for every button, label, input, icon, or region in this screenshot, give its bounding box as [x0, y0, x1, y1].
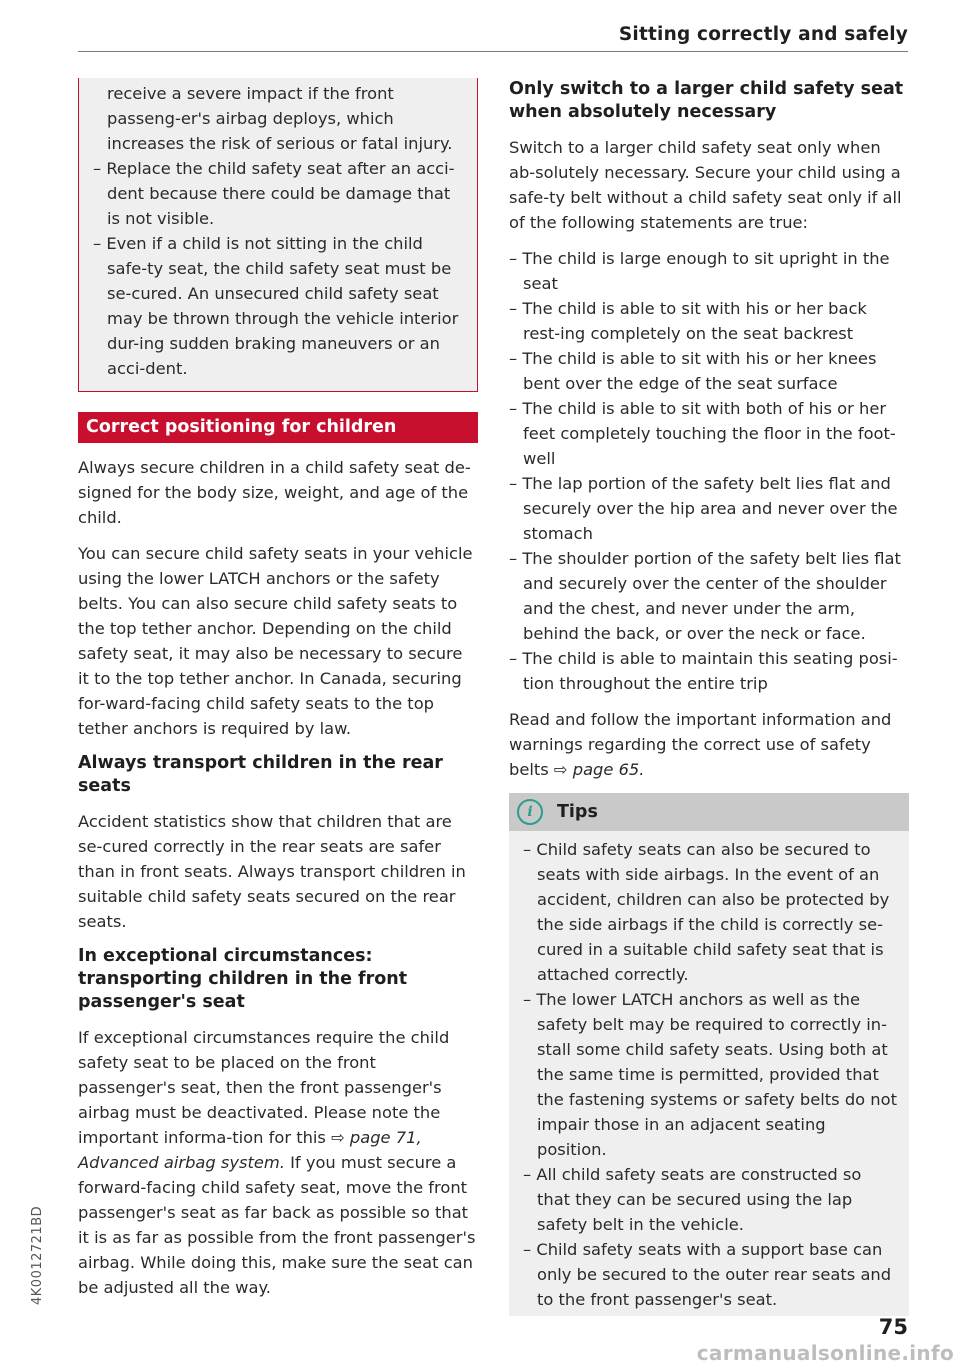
- tips-header: [509, 793, 909, 831]
- condition-item: – The child is able to sit with his or her back rest-ing completely on the seat backrest: [509, 296, 909, 346]
- page-number: 75: [878, 1315, 908, 1339]
- document-code: 4K0012721BD: [30, 1205, 45, 1305]
- front-seat-heading: In exceptional circumstances: transporting children in the front passenger's seat: [78, 946, 408, 1012]
- condition-list: [509, 246, 909, 696]
- condition-item: – The child is able to sit with both of his or her feet completely touching the floor in the foot-well: [509, 396, 909, 471]
- rear-seats-heading: Always transport children in the rear seats: [78, 753, 443, 796]
- page-71-link[interactable]: ⇨ page 71, Advanced airbag system.: [78, 1128, 422, 1172]
- condition-item: – The shoulder portion of the safety belt lies flat and securely over the center of the shoulder and the chest, and never under the arm, behind the back, or over the neck or face.: [509, 546, 909, 646]
- header-rule: [78, 51, 908, 52]
- section-paragraph: Always secure children in a child safety seat de-signed for the body size, weight, and age of the child.: [78, 458, 471, 527]
- running-header: Sitting correctly and safely: [618, 24, 908, 45]
- right-column: [509, 78, 909, 1316]
- tip-item: – All child safety seats are constructed so that they can be secured using the lap safety belt in the vehicle.: [523, 1162, 899, 1237]
- warning-box: [78, 78, 478, 392]
- section-paragraph: You can secure child safety seats in your vehicle using the lower LATCH anchors or the safety belts. You can also secure child safety seats to the top tether anchor. Depending on the child safety seat, it may also be necessary to secure it to the top tether anchor. In Canada, securing for-ward-facing child safety seats to the top tether anchors is required by law.: [78, 544, 473, 738]
- warning-item: – Replace the child safety seat after an acci-dent because there could be damage that is not visible.: [93, 156, 463, 231]
- front-seat-text: [78, 1025, 478, 1300]
- condition-item: – The child is large enough to sit upright in the seat: [509, 246, 909, 296]
- front-seat-text-a: If exceptional circumstances require the child safety seat to be placed on the front passenger's seat, then the front passenger's airbag must be deactivated. Please note the important informa-tion for this: [78, 1028, 450, 1147]
- page-65-link[interactable]: ⇨ page 65.: [553, 760, 645, 779]
- tip-item: – The lower LATCH anchors as well as the safety belt may be required to correctly in-stall some child safety seats. Using both at the same time is permitted, provided that the fastening systems or safety belts do not impair those in an adjacent seating position.: [523, 987, 899, 1162]
- tips-list: [509, 837, 909, 1312]
- tip-item: – Child safety seats can also be secured to seats with side airbags. In the event of an accident, children can also be protected by the side airbags if the child is correctly se-cured in a suitable child safety seat that is attached correctly.: [523, 837, 899, 987]
- warning-list: [93, 156, 463, 381]
- tip-item: – Child safety seats with a support base can only be secured to the outer rear seats and to the front passenger's seat.: [523, 1237, 899, 1312]
- warning-item: – Even if a child is not sitting in the child safe-ty seat, the child safety seat must be se-cured. An unsecured child safety seat may be thrown through the vehicle interior dur-ing sudden braking maneuvers or an acci-dent.: [93, 231, 463, 381]
- watermark: carmanualsonline.info: [696, 1341, 954, 1365]
- tips-box: [509, 793, 909, 1316]
- rear-seats-text: Accident statistics show that children that are se-cured correctly in the rear seats are safer than in front seats. Always transport children in suitable child safety seats secured on the rear seats.: [78, 812, 466, 931]
- section-title: Correct positioning for children: [78, 412, 478, 443]
- larger-seat-intro: Switch to a larger child safety seat only when ab-solutely necessary. Secure your child using a safe-ty belt without a child safety seat only if all of the following statements are true:: [509, 138, 902, 232]
- outro-text: Read and follow the important information and warnings regarding the correct use of safety belts: [509, 710, 892, 779]
- larger-seat-heading: Only switch to a larger child safety seat when absolutely necessary: [509, 79, 904, 122]
- front-seat-text-b: If you must secure a forward-facing child safety seat, move the front passenger's seat as far back as possible so that it is as far as possible from the front passenger's airbag. While doing this, make sure the seat can be adjusted all the way.: [78, 1153, 476, 1297]
- warning-lead: receive a severe impact if the front passeng-er's airbag deploys, which increases the risk of serious or fatal injury.: [107, 84, 453, 153]
- condition-item: – The lap portion of the safety belt lies flat and securely over the hip area and never over the stomach: [509, 471, 909, 546]
- info-icon: i: [517, 799, 543, 825]
- tips-label: Tips: [557, 802, 598, 822]
- left-column: [78, 78, 478, 1311]
- larger-seat-outro: [509, 707, 909, 782]
- condition-item: – The child is able to maintain this seating posi-tion throughout the entire trip: [509, 646, 909, 696]
- condition-item: – The child is able to sit with his or her knees bent over the edge of the seat surface: [509, 346, 909, 396]
